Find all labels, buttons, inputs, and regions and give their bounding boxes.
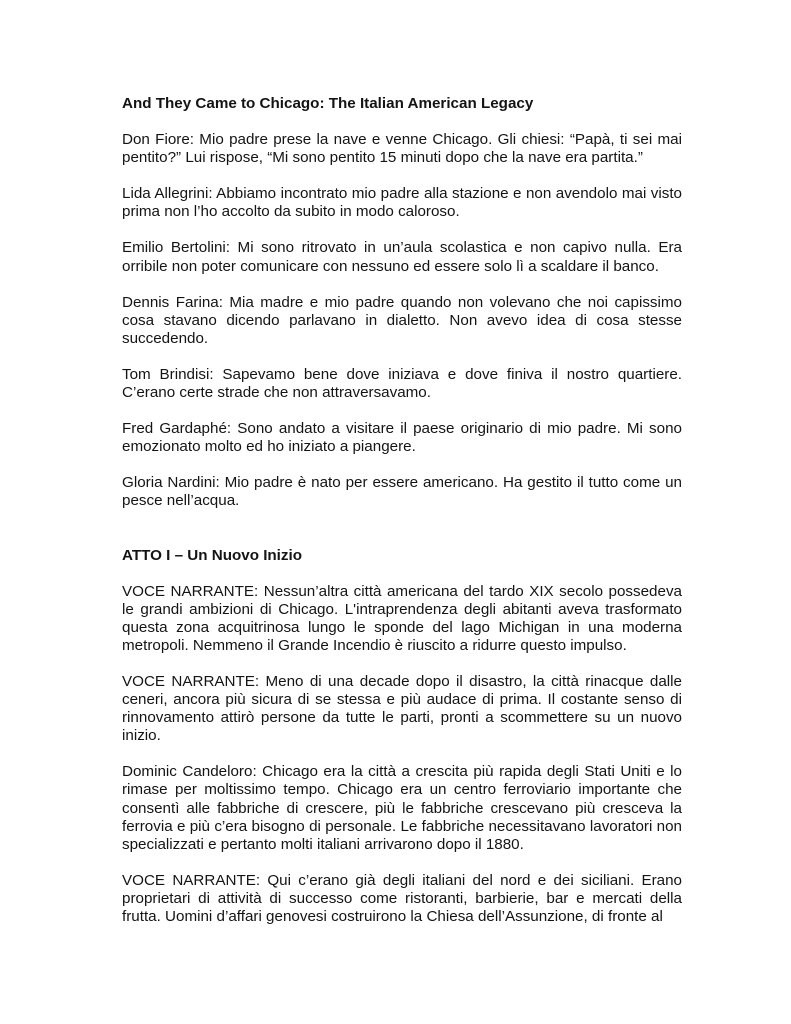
section-heading: ATTO I – Un Nuovo Inizio [122, 546, 302, 564]
quote-paragraph-lida-allegrini: Lida Allegrini: Abbiamo incontrato mio padre alla stazione e non avendolo mai visto prima non l’ho accolto da subito in modo caloroso. [122, 185, 682, 221]
quote-paragraph-gloria-nardini: Gloria Nardini: Mio padre è nato per essere americano. Ha gestito il tutto come un pesce nell’acqua. [122, 474, 682, 510]
document-body [122, 95, 682, 944]
narration-paragraph: VOCE NARRANTE: Nessun’altra città americana del tardo XIX secolo possedeva le grandi ambizioni di Chicago. L'intraprendenza degli abitanti aveva trasformato questa zona acquitrinosa lungo le sponde del lago Michigan in una moderna metropoli. Nemmeno il Grande Incendio è riuscito a ridurre questo impulso. [122, 582, 682, 654]
narration-paragraph: VOCE NARRANTE: Qui c’erano già degli italiani del nord e dei siciliani. Erano proprietari di attività di successo come ristoranti, barbierie, bar e mercati della frutta. Uomini d’affari genovesi costruirono la Chiesa dell’Assunzione, di fronte al [122, 871, 682, 925]
quote-paragraph-dennis-farina: Dennis Farina: Mia madre e mio padre quando non volevano che noi capissimo cosa stavano dicendo parlavano in dialetto. Non avevo idea di cosa stesse succedendo. [122, 293, 682, 347]
document-title: And They Came to Chicago: The Italian American Legacy [122, 95, 534, 112]
quote-paragraph-tom-brindisi: Tom Brindisi: Sapevamo bene dove iniziava e dove finiva il nostro quartiere. C’erano certe strade che non attraversavamo. [122, 365, 682, 402]
quote-paragraph-fred-gardaphe: Fred Gardaphé: Sono andato a visitare il paese originario di mio padre. Mi sono emozionato molto ed ho iniziato a piangere. [122, 420, 682, 456]
interview-paragraph-dominic-candeloro: Dominic Candeloro: Chicago era la città a crescita più rapida degli Stati Uniti e lo rimase per moltissimo tempo. Chicago era un centro ferroviario importante che consentì alle fabbriche di crescere, più le fabbriche crescevano più cresceva la ferrovia e più c’era bisogno di personale. Le fabbriche necessitavano lavoratori non specializzati e pertanto molti italiani arrivarono dopo il 1880. [122, 763, 682, 853]
narration-paragraph: VOCE NARRANTE: Meno di una decade dopo il disastro, la città rinacque dalle ceneri, ancora più sicura di se stessa e più audace di prima. Il costante senso di rinnovamento attirò persone da tutte le parti, pronti a scommettere su un nuovo inizio. [122, 672, 682, 745]
quote-paragraph-don-fiore: Don Fiore: Mio padre prese la nave e venne Chicago. Gli chiesi: “Papà, ti sei mai pentito?” Lui rispose, “Mi sono pentito 15 minuti dopo che la nave era partita.” [122, 131, 682, 167]
quote-paragraph-emilio-bertolini: Emilio Bertolini: Mi sono ritrovato in un’aula scolastica e non capivo nulla. Era orribile non poter comunicare con nessuno ed essere solo lì a scaldare il banco. [122, 239, 682, 275]
